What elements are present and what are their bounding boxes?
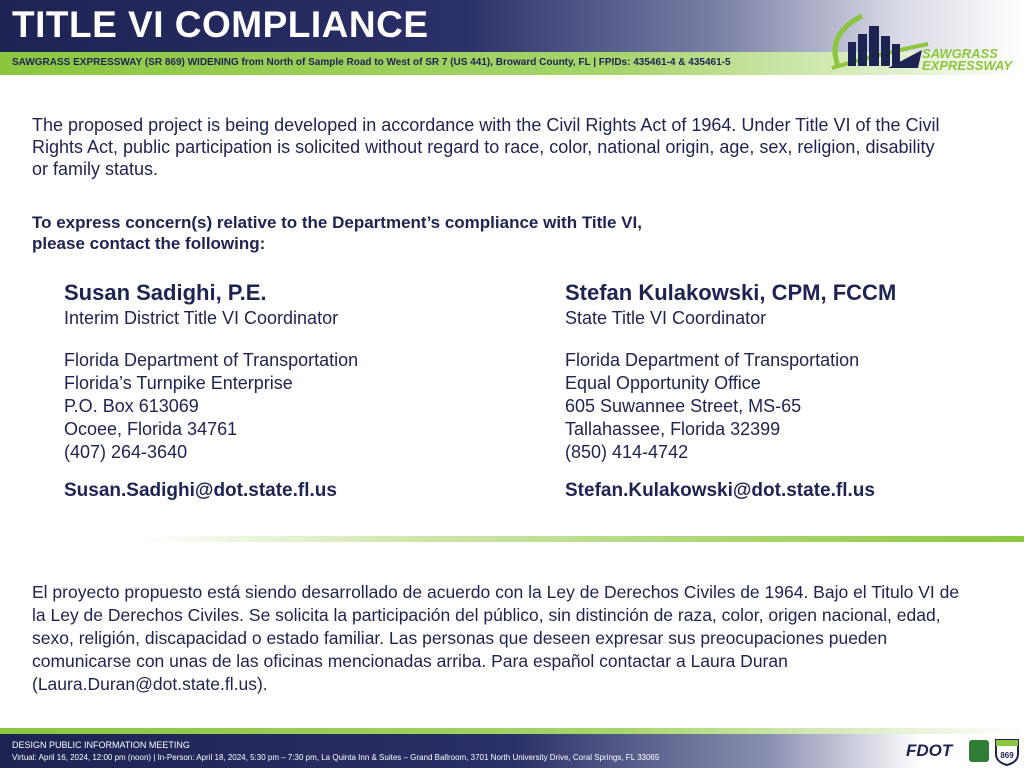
contact-email[interactable]: Susan.Sadighi@dot.state.fl.us <box>64 480 337 501</box>
section-divider <box>140 536 1024 542</box>
sr-869-shield-icon <box>994 738 1020 766</box>
page-title: TITLE VI COMPLIANCE <box>12 4 429 45</box>
footer-meeting-details: Virtual: April 16, 2024, 12:00 pm (noon) | In-Person: April 18, 2024, 5:30 pm – 7:30 pm, La Quinta Inn & Suites – Grand Ballroom, 3701 North University Drive, Coral Springs, FL 33065 <box>12 753 660 762</box>
spanish-paragraph: El proyecto propuesto está siendo desarrollado de acuerdo con la Ley de Derechos Civiles de 1964. Bajo el Titulo VI de la Ley de Derechos Civiles. Se solicita la participación del público, sin distinción de raza, color, origen nacional, edad, sexo, religión, discapacidad o estado familiar. Las personas que deseen expresar sus preocupaciones pueden comunicarse con unas de las oficinas mencionadas arriba. Para español contactar a Laura Duran (Laura.Duran@dot.state.fl.us). <box>32 582 960 694</box>
intro-paragraph: The proposed project is being developed in accordance with the Civil Rights Act of 1964. Under Title VI of the Civil Rights Act, public participation is solicited without regard to race, color, national origin, age, sex, religion, disability or family status. <box>32 115 940 179</box>
contact-name: Susan Sadighi, P.E. <box>64 280 267 305</box>
contact-card-right <box>565 280 985 503</box>
logo-wordmark: SAWGRASS EXPRESSWAY <box>922 46 1013 73</box>
contact-email[interactable]: Stefan.Kulakowski@dot.state.fl.us <box>565 480 875 501</box>
contact-card-left <box>64 280 484 503</box>
contact-address: Florida Department of Transportation Florida’s Turnpike Enterprise P.O. Box 613069 Ocoee, Florida 34761 (407) 264-3640 <box>64 350 359 462</box>
fdot-logo: FDOT <box>906 741 953 760</box>
contact-role: Interim District Title VI Coordinator <box>64 308 339 328</box>
project-subtitle: SAWGRASS EXPRESSWAY (SR 869) WIDENING from North of Sample Road to West of SR 7 (US 441), Broward County, FL | FPIDs: 435461-4 & 435461-5 <box>12 57 731 68</box>
shield-number: 869 <box>1000 751 1014 760</box>
contact-address: Florida Department of Transportation Equal Opportunity Office 605 Suwannee Street, MS-65 Tallahassee, Florida 32399 (850) 414-4742 <box>565 350 860 462</box>
contact-name: Stefan Kulakowski, CPM, FCCM <box>565 280 897 305</box>
turnpike-badge-icon <box>969 740 989 762</box>
contact-heading: To express concern(s) relative to the Department’s compliance with Title VI, please contact the following: <box>32 213 642 253</box>
contact-role: State Title VI Coordinator <box>565 308 767 328</box>
footer-meeting-title: DESIGN PUBLIC INFORMATION MEETING <box>12 740 190 750</box>
